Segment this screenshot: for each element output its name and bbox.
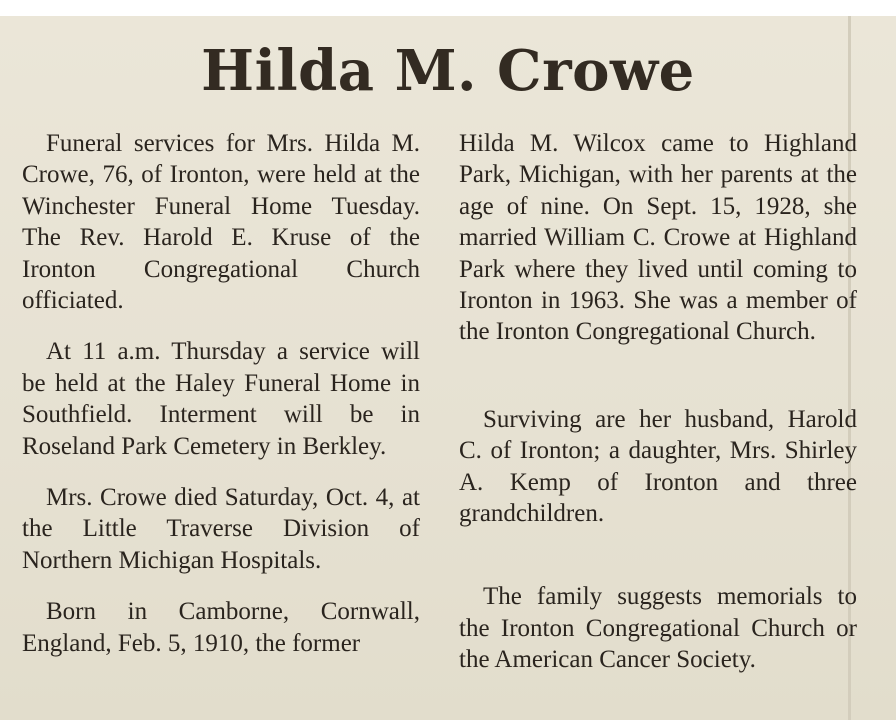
obituary-article: [0, 16, 896, 720]
article-title: Hilda M. Crowe: [201, 38, 695, 104]
paragraph: Funeral services for Mrs. Hilda M. Crowe, 76, of Ironton, were held at the Winchester Funeral Home Tuesday. The Rev. Harold E. Kruse of the Ironton Congregational Church officiated.: [22, 130, 420, 315]
paragraph: Born in Camborne, Cornwall, England, Feb. 5, 1910, the former: [22, 598, 420, 657]
paragraph: The family suggests memorials to the Ironton Congregational Church or the American Cancer Society.: [459, 583, 857, 674]
paragraph: Mrs. Crowe died Saturday, Oct. 4, at the Little Traverse Division of Northern Michigan Hospitals.: [22, 484, 420, 574]
paragraph: Surviving are her husband, Harold C. of Ironton; a daughter, Mrs. Shirley A. Kemp of Ironton and three grandchildren.: [459, 405, 857, 528]
top-margin: [0, 0, 896, 16]
paragraph: Hilda M. Wilcox came to Highland Park, Michigan, with her parents at the age of nine. On Sept. 15, 1928, she married William C. Crowe at Highland Park where they lived until coming to Ironton in 1963. She was a member of the Ironton Congregational Church.: [459, 130, 857, 346]
right-column: [459, 128, 857, 676]
left-column: [22, 128, 420, 659]
paragraph: At 11 a.m. Thursday a service will be held at the Haley Funeral Home in Southfield. Interment will be in Roseland Park Cemetery in Berkley.: [22, 338, 420, 460]
